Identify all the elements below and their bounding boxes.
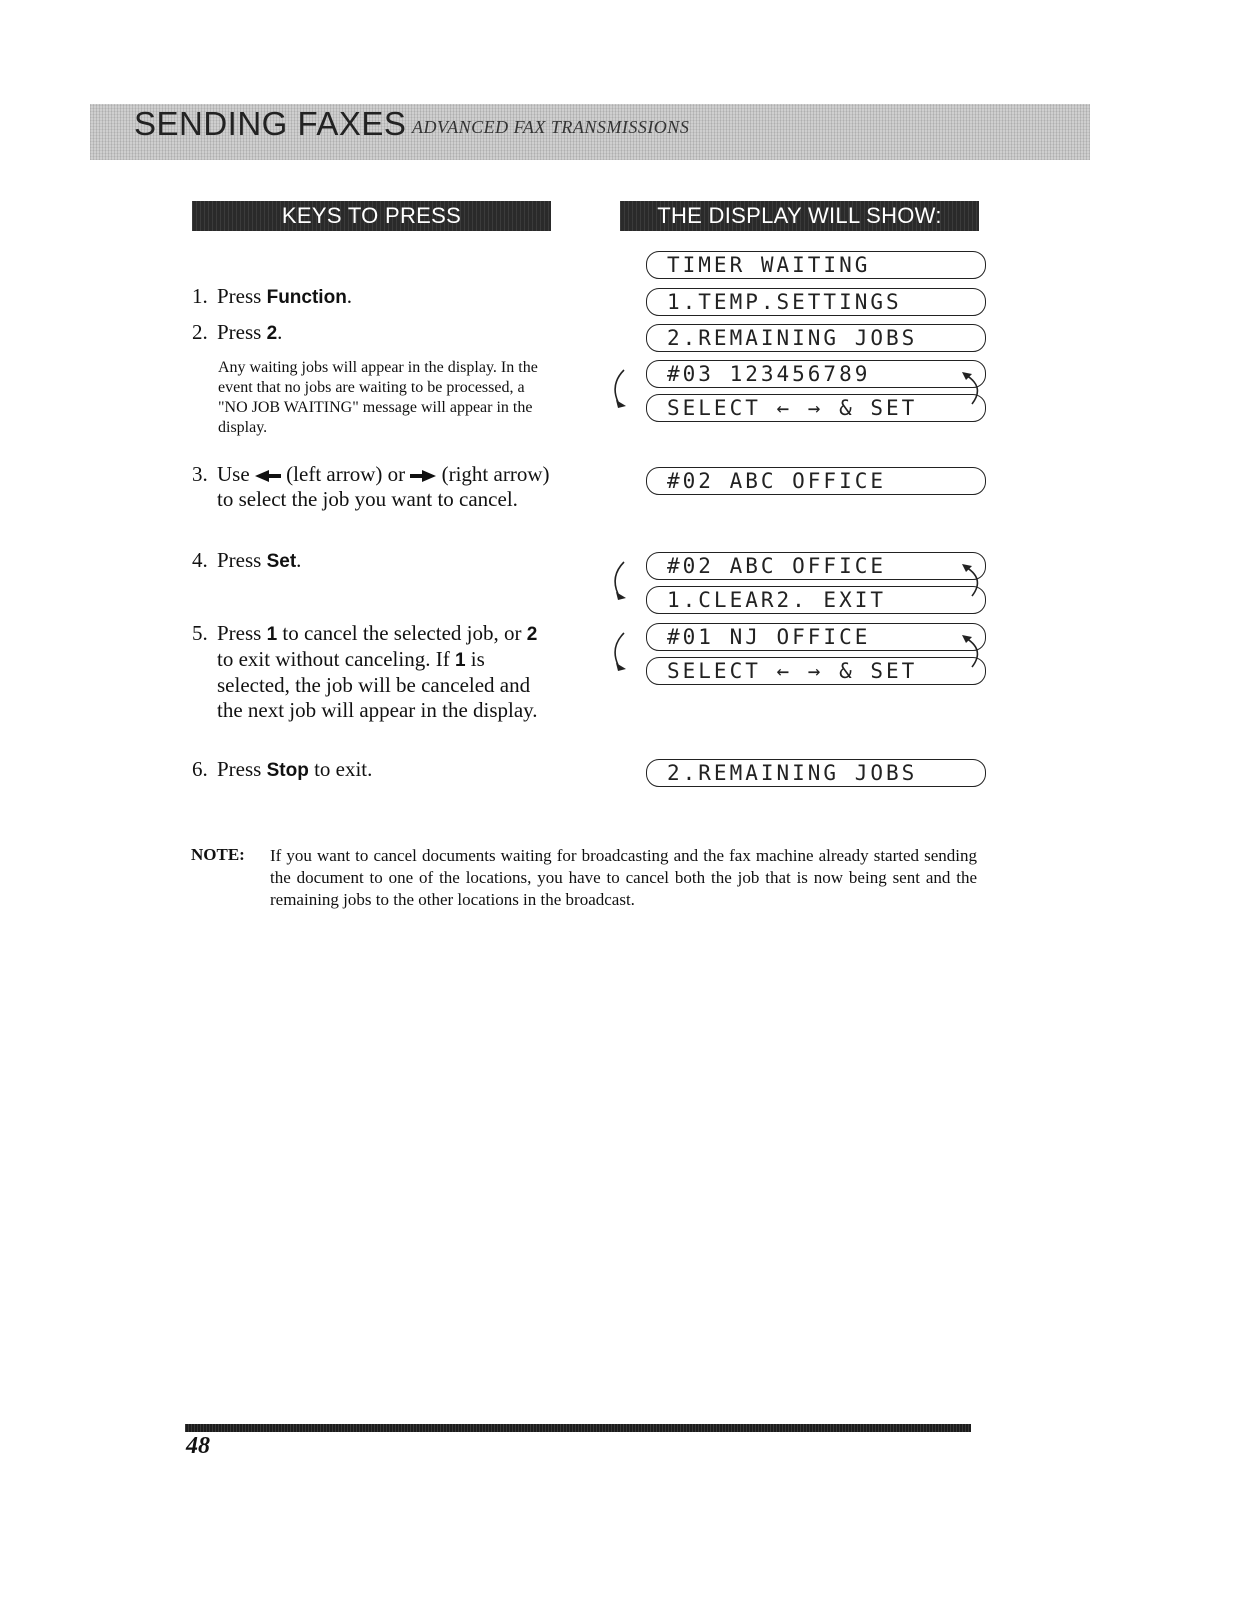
step-1 bbox=[192, 284, 552, 310]
step-text: Press bbox=[217, 548, 267, 572]
key-stop: Stop bbox=[266, 760, 309, 781]
step-5 bbox=[192, 621, 552, 723]
lcd-display: 1.TEMP.SETTINGS bbox=[646, 288, 986, 316]
step-text: (left arrow) or bbox=[280, 462, 411, 486]
display-will-show-heading: THE DISPLAY WILL SHOW: bbox=[620, 201, 979, 231]
step-number: 5. bbox=[192, 621, 208, 645]
step-text: Use bbox=[217, 462, 255, 486]
lcd-display: #03 123456789 bbox=[646, 360, 986, 388]
lcd-display: TIMER WAITING bbox=[646, 251, 986, 279]
step-text: to exit without canceling. If bbox=[217, 647, 455, 671]
alternating-display-right-icon bbox=[960, 364, 990, 414]
key-1: 1 bbox=[454, 650, 466, 671]
step-2-note: Any waiting jobs will appear in the display. In the event that no jobs are waiting to be processed, a "NO JOB WAITING" message will appear in the display. bbox=[218, 359, 538, 436]
lcd-display: 2.REMAINING JOBS bbox=[646, 324, 986, 352]
alternating-display-right-icon bbox=[960, 627, 990, 677]
step-text: Press bbox=[217, 320, 267, 344]
step-text: . bbox=[346, 284, 353, 308]
step-text: . bbox=[277, 320, 283, 344]
lcd-display: SELECT ← → & SET bbox=[646, 657, 986, 685]
keys-to-press-heading: KEYS TO PRESS bbox=[192, 201, 551, 231]
step-4 bbox=[192, 548, 552, 574]
step-text: is selected, the job will be canceled and the next job will appear in the display. bbox=[217, 647, 538, 722]
step-number: 6. bbox=[192, 757, 208, 781]
step-number: 3. bbox=[192, 462, 208, 486]
step-number: 4. bbox=[192, 548, 208, 572]
footer-rule bbox=[185, 1424, 971, 1432]
alternating-display-left-icon bbox=[608, 364, 648, 414]
step-text: . bbox=[296, 548, 302, 572]
note-text: If you want to cancel documents waiting for broadcasting and the fax machine already started sending the document to one of the locations, you have to cancel both the job that is now being sent and the remaining jobs to the other locations in the broadcast. bbox=[270, 846, 977, 909]
lcd-display: 1.CLEAR2. EXIT bbox=[646, 586, 986, 614]
key-2: 2 bbox=[526, 624, 538, 645]
step-2 bbox=[192, 320, 552, 346]
lcd-display: 2.REMAINING JOBS bbox=[646, 759, 986, 787]
page-number: 48 bbox=[186, 1433, 210, 1459]
lcd-display: #02 ABC OFFICE bbox=[646, 467, 986, 495]
key-1: 1 bbox=[266, 624, 278, 645]
lcd-display: #02 ABC OFFICE bbox=[646, 552, 986, 580]
step-number: 1. bbox=[192, 284, 208, 308]
alternating-display-left-icon bbox=[608, 556, 648, 606]
key-2: 2 bbox=[266, 323, 278, 344]
step-text: Press bbox=[217, 757, 267, 781]
step-text: to exit. bbox=[308, 757, 373, 781]
step-3 bbox=[192, 462, 552, 512]
alternating-display-right-icon bbox=[960, 556, 990, 606]
step-text: to cancel the selected job, or bbox=[277, 621, 527, 645]
lcd-display: #01 NJ OFFICE bbox=[646, 623, 986, 651]
step-text: Press bbox=[217, 284, 267, 308]
step-text: (right arrow) to select the job you want to cancel. bbox=[217, 462, 550, 511]
key-function: Function bbox=[266, 287, 347, 308]
step-number: 2. bbox=[192, 320, 208, 344]
right-arrow-icon bbox=[410, 470, 436, 482]
note-label: NOTE: bbox=[191, 845, 245, 864]
step-text: Press bbox=[217, 621, 267, 645]
key-set: Set bbox=[266, 551, 297, 572]
section-subtitle: ADVANCED FAX TRANSMISSIONS bbox=[412, 117, 690, 137]
section-title: SENDING FAXES bbox=[134, 105, 407, 142]
step-6 bbox=[192, 757, 552, 783]
alternating-display-left-icon bbox=[608, 627, 648, 677]
lcd-display: SELECT ← → & SET bbox=[646, 394, 986, 422]
left-arrow-icon bbox=[255, 470, 281, 482]
